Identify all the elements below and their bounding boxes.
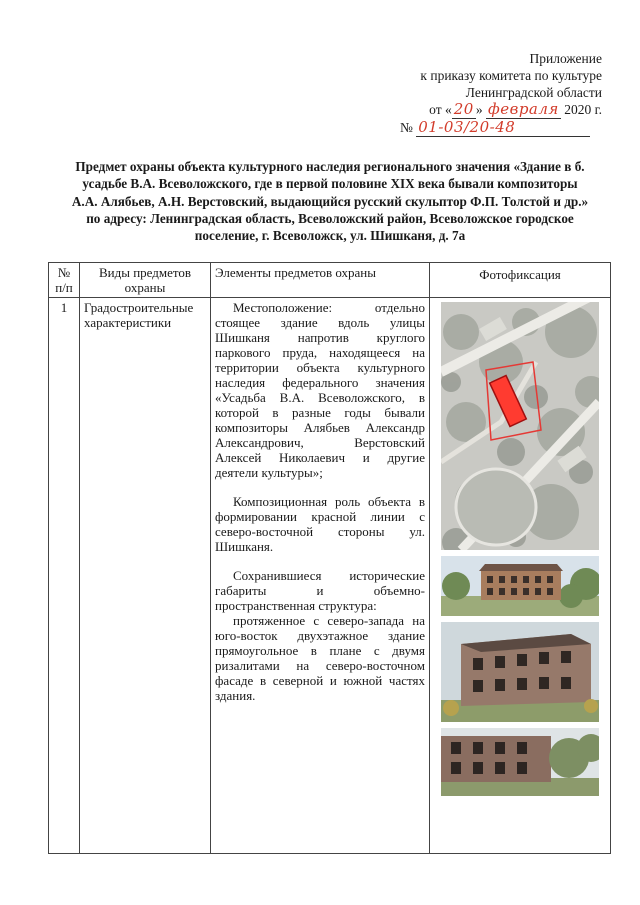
number-value: 01-03/20-48 <box>416 119 590 137</box>
building-photo-near <box>441 728 599 796</box>
map-photo <box>441 302 599 550</box>
appendix-region: Ленинградской области <box>465 85 602 100</box>
date-year: 2020 г. <box>560 102 602 117</box>
appendix-order: к приказу комитета по культуре <box>420 68 602 83</box>
appendix-date <box>400 101 602 119</box>
appendix-number <box>400 119 602 137</box>
location-paragraph: Местоположение: отдельно стоящее здание вдоль улицы Шишканя напротив круглого паркового пруда, находящееся на территории объекта культурного наследия федерального значения «Усадьба В.А. Всеволожского, в которой в разные годы бывали композиторы Алябьев Александр Александрович, Верстовский Алексей Николаевич и другие деятели культуры»; <box>215 300 425 480</box>
appendix-title: Приложение <box>529 51 602 66</box>
row-photos <box>430 298 611 854</box>
structure-paragraph: протяженное с северо-запада на юго-восток двухэтажное здание прямоугольное в плане с двумя ризалитами на северо-восточном фасаде в северной и южной частях здания. <box>215 613 425 703</box>
table-row <box>49 298 611 854</box>
table-header-row <box>49 263 611 298</box>
header-number: № п/п <box>49 263 80 298</box>
date-day: 20 <box>453 100 474 118</box>
header-photo: Фотофиксация <box>430 263 611 298</box>
date-prefix: от « <box>429 102 452 117</box>
row-elements <box>211 298 430 854</box>
composition-paragraph: Композиционная роль объекта в формировании красной линии с северо-восточной стороны ул. Шишканя. <box>215 494 425 554</box>
number-prefix: № <box>400 120 417 135</box>
header-types: Виды предметов охраны <box>80 263 211 298</box>
date-mid: » <box>475 102 486 117</box>
row-type: Градостроительные характеристики <box>80 298 211 854</box>
date-month: февраля <box>487 100 559 118</box>
document-title: Предмет охраны объекта культурного наследия регионального значения «Здание в б. усадьбе В.А. Всеволожского, где в первой половине XIX века бывали композиторы А.А. Алябьев, А.Н. Верстовский, выдающийся русский скульптор Ф.П. Толстой и др.» по адресу: Ленинградская область, Всеволожский район, Всеволожское городское поселение, г. Всеволожск, ул. Шишканя, д. 7а <box>71 159 589 244</box>
dimensions-paragraph: Сохранившиеся исторические габариты и объемно-пространственная структура: <box>215 568 425 613</box>
building-photo-far <box>441 556 599 616</box>
header-elements: Элементы предметов охраны <box>211 263 430 298</box>
appendix-block <box>400 50 602 137</box>
building-photo-mid <box>441 622 599 722</box>
protection-table <box>48 262 611 854</box>
row-number: 1 <box>49 298 80 854</box>
